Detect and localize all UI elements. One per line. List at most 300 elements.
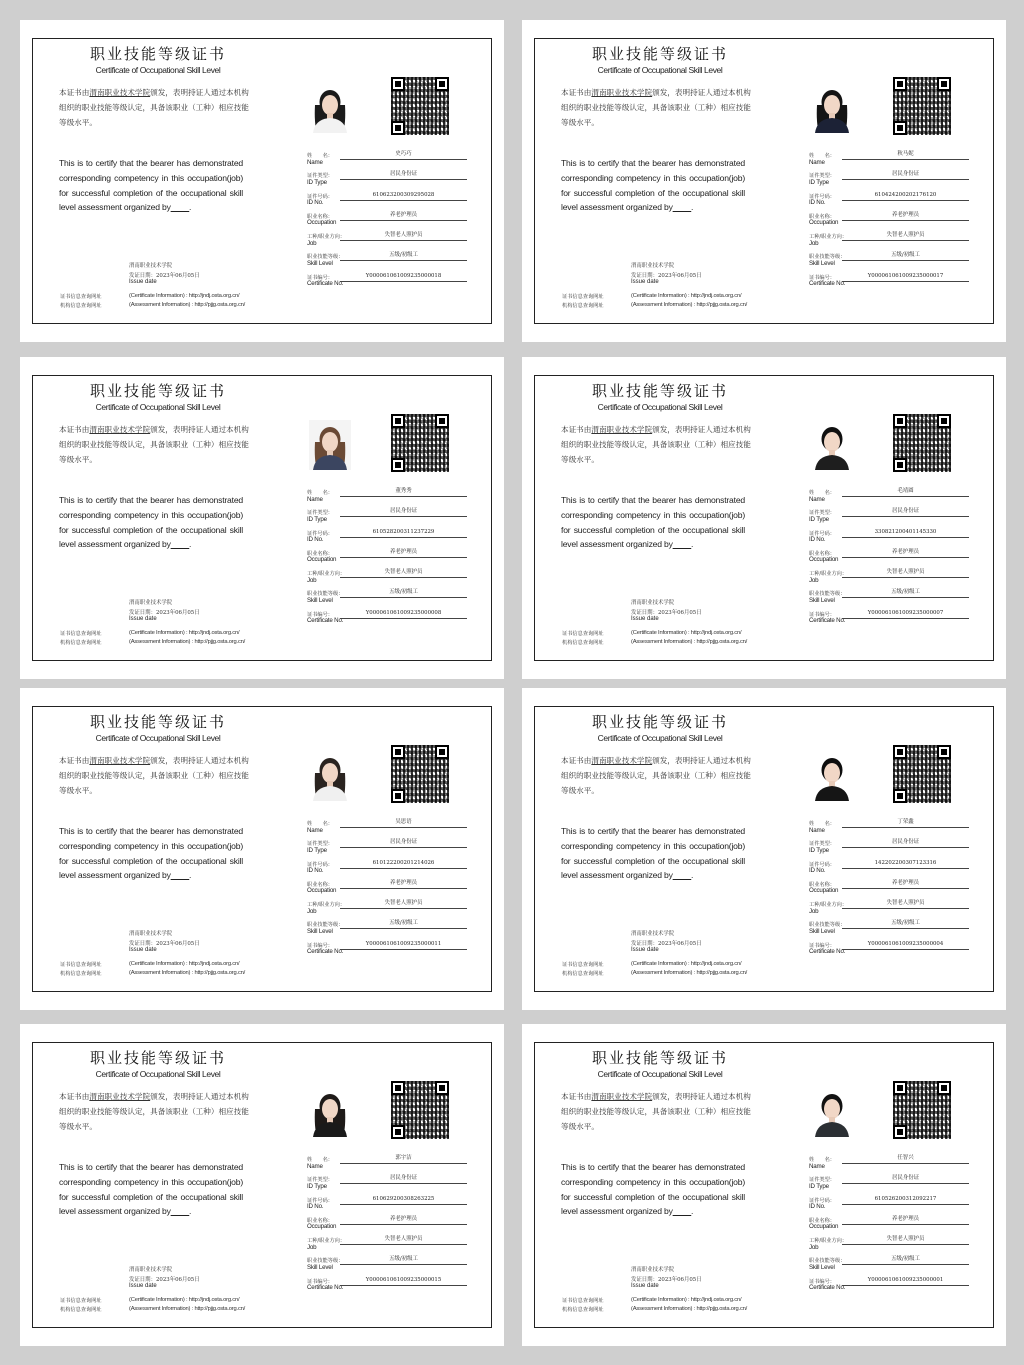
certificate-title: 职业技能等级证书: [89, 45, 226, 63]
certificate-info-label: 证书信息查询网址: [60, 294, 102, 300]
assessment-info-url[interactable]: (Assessment Information) : http://pjjg.osta.org.cn/: [129, 970, 246, 976]
field-id-no: [307, 530, 467, 550]
holder-fields: [809, 820, 969, 962]
field-label-cn: 职业名称：: [809, 550, 835, 557]
certificate-title: 职业技能等级证书: [591, 713, 728, 731]
english-statement-blank: ____: [170, 1206, 190, 1217]
chinese-statement: [561, 753, 753, 798]
english-statement-end: .: [189, 202, 192, 213]
field-label-en: Certificate No.: [307, 617, 344, 625]
field-label-en: ID No.: [809, 867, 826, 875]
id-type-value: 居民身份证: [340, 507, 467, 517]
statement-prefix: 本证书由: [59, 756, 90, 765]
assessment-info-label: 机构信息查询网址: [60, 303, 102, 309]
issue-date-label: 发证日期：: [631, 610, 658, 616]
field-id-type: [809, 840, 969, 860]
certificate-card: [534, 38, 994, 324]
certificate-info-url[interactable]: (Certificate Information) : http://jndj.osta.org.cn/: [129, 1297, 240, 1303]
field-label-cn: 职业名称：: [307, 550, 333, 557]
issue-date: [129, 271, 200, 285]
certificate-subtitle: Certificate of Occupational Skill Level: [95, 402, 221, 412]
job-value: 失智老人照护员: [340, 1235, 467, 1245]
issuing-school: 渭南职业技术学院: [129, 1267, 173, 1273]
certificate-info-label: 证书信息查询网址: [60, 962, 102, 968]
field-label-cn: 姓 名：: [307, 821, 333, 827]
issuer-name: 渭南职业技术学院: [89, 756, 151, 765]
field-occupation: [809, 1217, 969, 1237]
issuer-name: 渭南职业技术学院: [89, 88, 151, 97]
id-type-value: 居民身份证: [340, 170, 467, 180]
english-statement: [561, 824, 745, 883]
field-label-en: ID No.: [809, 1203, 826, 1211]
job-value: 失智老人照护员: [340, 899, 467, 909]
field-label-cn: 证书编号：: [809, 611, 835, 618]
job-value: 失智老人照护员: [842, 231, 969, 241]
portrait-photo-icon: [811, 83, 853, 133]
field-label-en: Job: [307, 1243, 317, 1251]
field-label-en: Certificate No.: [307, 1284, 344, 1292]
qr-finder-icon: [391, 1081, 405, 1095]
field-name: [809, 152, 969, 172]
holder-name: 毛靖圆: [842, 487, 969, 497]
qr-finder-icon: [435, 745, 449, 759]
field-id-no: [809, 1197, 969, 1217]
issuing-school: 渭南职业技术学院: [129, 263, 173, 269]
field-label-cn: 姓 名：: [307, 1157, 333, 1163]
statement-suffix: 颁发，表明持证人通过本机构组织的职业技能等级认定，具备该职业（工种）相应技能等级水平。: [59, 756, 249, 795]
statement-suffix: 颁发，表明持证人通过本机构组织的职业技能等级认定，具备该职业（工种）相应技能等级水平。: [59, 1092, 249, 1131]
field-label-en: Name: [307, 1162, 323, 1170]
assessment-info-row: [60, 639, 246, 646]
field-label-cn: 姓 名：: [809, 490, 835, 496]
assessment-info-label: 机构信息查询网址: [60, 971, 102, 977]
certificate-number-value: Y000061061009235000011: [340, 940, 467, 950]
field-id-type: [809, 1176, 969, 1196]
issue-date-label: 发证日期：: [129, 941, 156, 947]
field-job: [307, 1237, 467, 1257]
field-id-type: [809, 509, 969, 529]
field-label-cn: 工种/职业方向：: [307, 902, 346, 909]
certificate-title: 职业技能等级证书: [591, 45, 728, 63]
field-id-type: [307, 1176, 467, 1196]
issue-date: [631, 271, 702, 285]
qr-finder-icon: [937, 414, 951, 428]
certificate-sheet-6: [522, 688, 1006, 1010]
issue-date-value: 2023年06月05日: [155, 610, 200, 616]
holder-fields: [307, 820, 467, 962]
field-job: [809, 901, 969, 921]
assessment-info-url[interactable]: (Assessment Information) : http://pjjg.osta.org.cn/: [631, 302, 748, 308]
field-label-en: ID Type: [307, 846, 327, 854]
field-label-cn: 工种/职业方向：: [307, 1238, 346, 1245]
holder-fields: [307, 152, 467, 294]
english-statement: [59, 1160, 243, 1219]
assessment-info-url[interactable]: (Assessment Information) : http://pjjg.osta.org.cn/: [129, 1306, 246, 1312]
certificate-number-value: Y000061061009235000004: [842, 940, 969, 950]
id-number-value: 610528200311237229: [340, 528, 467, 538]
id-type-value: 居民身份证: [340, 1174, 467, 1184]
qr-finder-icon: [391, 77, 405, 91]
field-job: [809, 570, 969, 590]
certificate-info-url[interactable]: (Certificate Information) : http://jndj.osta.org.cn/: [129, 630, 240, 636]
assessment-info-row: [60, 970, 246, 977]
field-label-en: Skill Level: [307, 596, 333, 604]
field-label-cn: 职业名称：: [809, 213, 835, 220]
statement-prefix: 本证书由: [561, 425, 592, 434]
certificate-info-row: [60, 630, 240, 637]
english-statement-text: This is to certify that the bearer has demonstrated corresponding competency in this occupation(job) for successful completion of the occupational skill level assessment organized by: [59, 495, 243, 550]
statement-suffix: 颁发，表明持证人通过本机构组织的职业技能等级认定，具备该职业（工种）相应技能等级水平。: [561, 88, 751, 127]
skill-level-value: 五级/初级工: [842, 588, 969, 598]
qr-finder-icon: [391, 1125, 405, 1139]
field-label-en: Certificate No.: [809, 1284, 846, 1292]
certificate-info-url[interactable]: (Certificate Information) : http://jndj.osta.org.cn/: [129, 961, 240, 967]
field-label-cn: 证件号码：: [307, 530, 333, 537]
qr-finder-icon: [435, 1081, 449, 1095]
field-label-en: Certificate No.: [809, 617, 846, 625]
holder-fields: [307, 1156, 467, 1298]
field-id-no: [307, 861, 467, 881]
field-label-cn: 证件类型：: [809, 510, 835, 517]
field-id-no: [809, 530, 969, 550]
field-label-cn: 姓 名：: [809, 153, 835, 159]
field-id-no: [307, 1197, 467, 1217]
field-label-en: ID Type: [307, 515, 327, 523]
issue-date-value: 2023年06月05日: [657, 941, 702, 947]
issuing-school: 渭南职业技术学院: [129, 600, 173, 606]
field-label-en: Occupation: [809, 887, 839, 895]
field-label-cn: 证书编号：: [307, 1278, 333, 1285]
certificate-info-row: [60, 293, 240, 300]
english-statement-blank: ____: [672, 539, 692, 550]
holder-name: 任智兴: [842, 1154, 969, 1164]
portrait-photo-icon: [811, 1087, 853, 1137]
statement-prefix: 本证书由: [59, 1092, 90, 1101]
field-occupation: [307, 1217, 467, 1237]
occupation-value: 养老护理员: [842, 211, 969, 221]
certificate-subtitle: Certificate of Occupational Skill Level: [95, 1069, 221, 1079]
field-label-en: Occupation: [307, 556, 337, 564]
field-label-cn: 证件类型：: [307, 510, 333, 517]
field-label-cn: 职业名称：: [307, 213, 333, 220]
english-statement-text: This is to certify that the bearer has demonstrated corresponding competency in this occupation(job) for successful completion of the occupational skill level assessment organized by: [59, 826, 243, 881]
issue-date-label-en: Issue date: [631, 616, 659, 622]
issue-date-label-en: Issue date: [129, 1283, 157, 1289]
certificate-subtitle: Certificate of Occupational Skill Level: [597, 65, 723, 75]
certificate-info-row: [562, 1297, 742, 1304]
field-label-en: Name: [809, 1162, 825, 1170]
certificate-number-value: Y000061061009235000007: [842, 609, 969, 619]
certificate-info-label: 证书信息查询网址: [60, 1298, 102, 1304]
field-label-en: Job: [307, 576, 317, 584]
field-skill-level: [307, 1257, 467, 1277]
certificate-info-url[interactable]: (Certificate Information) : http://jndj.osta.org.cn/: [631, 630, 742, 636]
field-label-en: ID No.: [307, 199, 324, 207]
certificate-subtitle: Certificate of Occupational Skill Level: [95, 733, 221, 743]
certificate-title: 职业技能等级证书: [89, 1049, 226, 1067]
portrait-photo-icon: [309, 751, 351, 801]
assessment-info-url[interactable]: (Assessment Information) : http://pjjg.osta.org.cn/: [631, 639, 748, 645]
field-label-cn: 证书编号：: [307, 611, 333, 618]
issuing-school: 渭南职业技术学院: [631, 1267, 675, 1273]
holder-name: 董秀秀: [340, 487, 467, 497]
field-name: [809, 1156, 969, 1176]
issue-date: [631, 608, 702, 622]
chinese-statement: [561, 422, 753, 467]
field-skill-level: [809, 590, 969, 610]
chinese-statement: [59, 1089, 251, 1134]
holder-fields: [809, 1156, 969, 1298]
occupation-value: 养老护理员: [340, 879, 467, 889]
issue-date-label-en: Issue date: [129, 616, 157, 622]
english-statement-blank: ____: [672, 870, 692, 881]
field-label-cn: 证件类型：: [809, 841, 835, 848]
id-number-value: 142202200307123316: [842, 859, 969, 869]
field-skill-level: [809, 921, 969, 941]
certificate-info-url[interactable]: (Certificate Information) : http://jndj.osta.org.cn/: [631, 293, 742, 299]
qr-finder-icon: [893, 789, 907, 803]
certificate-sheet-4: [522, 357, 1006, 679]
certificate-info-url[interactable]: (Certificate Information) : http://jndj.osta.org.cn/: [631, 961, 742, 967]
qr-finder-icon: [435, 77, 449, 91]
assessment-info-label: 机构信息查询网址: [562, 1307, 604, 1313]
english-statement-blank: ____: [170, 202, 190, 213]
holder-name: 郭宇洁: [340, 1154, 467, 1164]
field-id-type: [307, 509, 467, 529]
english-statement-text: This is to certify that the bearer has demonstrated corresponding competency in this occupation(job) for successful completion of the occupational skill level assessment organized by: [561, 826, 745, 881]
assessment-info-row: [562, 970, 748, 977]
field-skill-level: [307, 590, 467, 610]
english-statement: [59, 824, 243, 883]
field-label-en: Job: [809, 239, 819, 247]
statement-suffix: 颁发，表明持证人通过本机构组织的职业技能等级认定，具备该职业（工种）相应技能等级水平。: [59, 88, 249, 127]
field-label-cn: 职业技能等级：: [809, 254, 846, 261]
certificate-card: [32, 38, 492, 324]
issue-date-label: 发证日期：: [631, 941, 658, 947]
skill-level-value: 五级/初级工: [842, 251, 969, 261]
issue-date-value: 2023年06月05日: [657, 273, 702, 279]
field-label-en: Job: [307, 239, 317, 247]
issue-date-label-en: Issue date: [631, 947, 659, 953]
field-label-en: Name: [809, 158, 825, 166]
field-label-en: Job: [307, 907, 317, 915]
certificate-sheet-8: [522, 1024, 1006, 1346]
issue-date-label: 发证日期：: [129, 610, 156, 616]
field-label-cn: 职业技能等级：: [307, 1258, 344, 1265]
assessment-info-row: [60, 1306, 246, 1313]
assessment-info-url[interactable]: (Assessment Information) : http://pjjg.osta.org.cn/: [631, 1306, 748, 1312]
field-label-en: Skill Level: [307, 1263, 333, 1271]
certificate-title: 职业技能等级证书: [89, 713, 226, 731]
certificate-sheet-5: [20, 688, 504, 1010]
certificate-number-value: Y000061061009235000008: [340, 609, 467, 619]
issue-date: [129, 1275, 200, 1289]
statement-prefix: 本证书由: [561, 756, 592, 765]
qr-finder-icon: [937, 745, 951, 759]
field-label-en: Name: [307, 826, 323, 834]
field-id-no: [809, 193, 969, 213]
issuer-name: 渭南职业技术学院: [89, 425, 151, 434]
field-label-cn: 证件号码：: [307, 861, 333, 868]
field-label-cn: 职业名称：: [307, 881, 333, 888]
statement-prefix: 本证书由: [561, 1092, 592, 1101]
qr-finder-icon: [391, 745, 405, 759]
assessment-info-row: [562, 302, 748, 309]
certificate-card: [32, 375, 492, 661]
assessment-info-url[interactable]: (Assessment Information) : http://pjjg.osta.org.cn/: [129, 302, 246, 308]
field-id-no: [307, 193, 467, 213]
field-label-en: ID No.: [307, 1203, 324, 1211]
holder-fields: [307, 489, 467, 631]
occupation-value: 养老护理员: [340, 548, 467, 558]
occupation-value: 养老护理员: [842, 1215, 969, 1225]
field-label-en: Occupation: [809, 219, 839, 227]
skill-level-value: 五级/初级工: [842, 1255, 969, 1265]
issue-date-label: 发证日期：: [631, 1277, 658, 1283]
holder-fields: [809, 152, 969, 294]
chinese-statement: [59, 753, 251, 798]
qr-finder-icon: [893, 1125, 907, 1139]
id-type-value: 居民身份证: [842, 838, 969, 848]
field-certificate-no: [307, 611, 467, 631]
qr-code-icon: [893, 1081, 951, 1139]
english-statement-blank: ____: [170, 539, 190, 550]
certificate-info-label: 证书信息查询网址: [562, 631, 604, 637]
field-label-en: ID Type: [809, 1182, 829, 1190]
job-value: 失智老人照护员: [340, 568, 467, 578]
field-name: [307, 820, 467, 840]
english-statement-text: This is to certify that the bearer has demonstrated corresponding competency in this occupation(job) for successful completion of the occupational skill level assessment organized by: [561, 495, 745, 550]
portrait-photo-icon: [811, 420, 853, 470]
field-label-en: Skill Level: [307, 927, 333, 935]
field-certificate-no: [809, 274, 969, 294]
certificate-info-url[interactable]: (Certificate Information) : http://jndj.osta.org.cn/: [129, 293, 240, 299]
assessment-info-label: 机构信息查询网址: [562, 971, 604, 977]
field-label-en: Job: [809, 1243, 819, 1251]
field-label-cn: 职业名称：: [809, 1217, 835, 1224]
issue-date: [631, 1275, 702, 1289]
field-occupation: [307, 550, 467, 570]
field-label-en: Certificate No.: [809, 948, 846, 956]
field-occupation: [809, 550, 969, 570]
english-statement-text: This is to certify that the bearer has demonstrated corresponding competency in this occupation(job) for successful completion of the occupational skill level assessment organized by: [59, 1162, 243, 1217]
field-label-en: Skill Level: [809, 1263, 835, 1271]
certificate-info-row: [562, 630, 742, 637]
id-number-value: 330821200401145330: [842, 528, 969, 538]
issuing-school: 渭南职业技术学院: [129, 931, 173, 937]
field-job: [307, 901, 467, 921]
field-certificate-no: [307, 942, 467, 962]
statement-prefix: 本证书由: [561, 88, 592, 97]
field-label-en: Occupation: [307, 887, 337, 895]
field-name: [809, 489, 969, 509]
field-label-cn: 证件号码：: [809, 530, 835, 537]
portrait-photo-icon: [309, 420, 351, 470]
assessment-info-row: [60, 302, 246, 309]
issue-date-value: 2023年06月05日: [657, 1277, 702, 1283]
field-certificate-no: [307, 1278, 467, 1298]
id-number-value: 610526200312092217: [842, 1195, 969, 1205]
certificate-info-label: 证书信息查询网址: [562, 1298, 604, 1304]
field-id-no: [809, 861, 969, 881]
field-occupation: [307, 881, 467, 901]
field-skill-level: [809, 1257, 969, 1277]
field-label-en: Certificate No.: [809, 280, 846, 288]
id-type-value: 居民身份证: [842, 507, 969, 517]
qr-finder-icon: [893, 745, 907, 759]
field-label-cn: 职业技能等级：: [307, 254, 344, 261]
issue-date-label-en: Issue date: [129, 947, 157, 953]
occupation-value: 养老护理员: [842, 879, 969, 889]
chinese-statement: [59, 422, 251, 467]
qr-finder-icon: [391, 414, 405, 428]
id-number-value: 610424200202176120: [842, 191, 969, 201]
id-type-value: 居民身份证: [842, 170, 969, 180]
assessment-info-url[interactable]: (Assessment Information) : http://pjjg.osta.org.cn/: [129, 639, 246, 645]
field-label-en: Skill Level: [809, 596, 835, 604]
statement-prefix: 本证书由: [59, 88, 90, 97]
qr-finder-icon: [893, 121, 907, 135]
id-number-value: 610623200309295028: [340, 191, 467, 201]
certificate-info-url[interactable]: (Certificate Information) : http://jndj.osta.org.cn/: [631, 1297, 742, 1303]
field-label-cn: 姓 名：: [809, 821, 835, 827]
english-statement: [561, 1160, 745, 1219]
field-label-en: Name: [809, 826, 825, 834]
field-occupation: [809, 881, 969, 901]
field-label-cn: 证书编号：: [307, 274, 333, 281]
english-statement-end: .: [691, 202, 694, 213]
issuer-name: 渭南职业技术学院: [591, 1092, 653, 1101]
issue-date-label-en: Issue date: [129, 279, 157, 285]
certificate-title: 职业技能等级证书: [591, 382, 728, 400]
field-label-cn: 职业技能等级：: [307, 922, 344, 929]
id-type-value: 居民身份证: [842, 1174, 969, 1184]
statement-suffix: 颁发，表明持证人通过本机构组织的职业技能等级认定，具备该职业（工种）相应技能等级水平。: [59, 425, 249, 464]
english-statement-text: This is to certify that the bearer has demonstrated corresponding competency in this occupation(job) for successful completion of the occupational skill level assessment organized by: [561, 1162, 745, 1217]
field-job: [307, 570, 467, 590]
field-job: [809, 233, 969, 253]
assessment-info-url[interactable]: (Assessment Information) : http://pjjg.osta.org.cn/: [631, 970, 748, 976]
certificate-info-label: 证书信息查询网址: [562, 962, 604, 968]
portrait-photo-icon: [309, 1087, 351, 1137]
field-label-cn: 工种/职业方向：: [809, 234, 848, 241]
qr-finder-icon: [937, 77, 951, 91]
field-label-cn: 证件号码：: [307, 1197, 333, 1204]
english-statement-end: .: [691, 1206, 694, 1217]
field-skill-level: [809, 253, 969, 273]
english-statement-text: This is to certify that the bearer has demonstrated corresponding competency in this occupation(job) for successful completion of the occupational skill level assessment organized by: [561, 158, 745, 213]
field-certificate-no: [809, 1278, 969, 1298]
field-label-en: Occupation: [809, 556, 839, 564]
field-label-en: ID No.: [809, 199, 826, 207]
field-skill-level: [307, 921, 467, 941]
field-skill-level: [307, 253, 467, 273]
assessment-info-row: [562, 639, 748, 646]
qr-finder-icon: [893, 1081, 907, 1095]
qr-code-icon: [391, 414, 449, 472]
certificate-subtitle: Certificate of Occupational Skill Level: [597, 402, 723, 412]
field-label-en: Name: [307, 495, 323, 503]
holder-name: 丁荣鑫: [842, 818, 969, 828]
statement-suffix: 颁发，表明持证人通过本机构组织的职业技能等级认定，具备该职业（工种）相应技能等级水平。: [561, 1092, 751, 1131]
issue-date-label: 发证日期：: [129, 1277, 156, 1283]
field-label-en: Skill Level: [809, 927, 835, 935]
qr-code-icon: [391, 77, 449, 135]
occupation-value: 养老护理员: [340, 1215, 467, 1225]
issue-date-value: 2023年06月05日: [657, 610, 702, 616]
english-statement-blank: ____: [672, 1206, 692, 1217]
holder-fields: [809, 489, 969, 631]
